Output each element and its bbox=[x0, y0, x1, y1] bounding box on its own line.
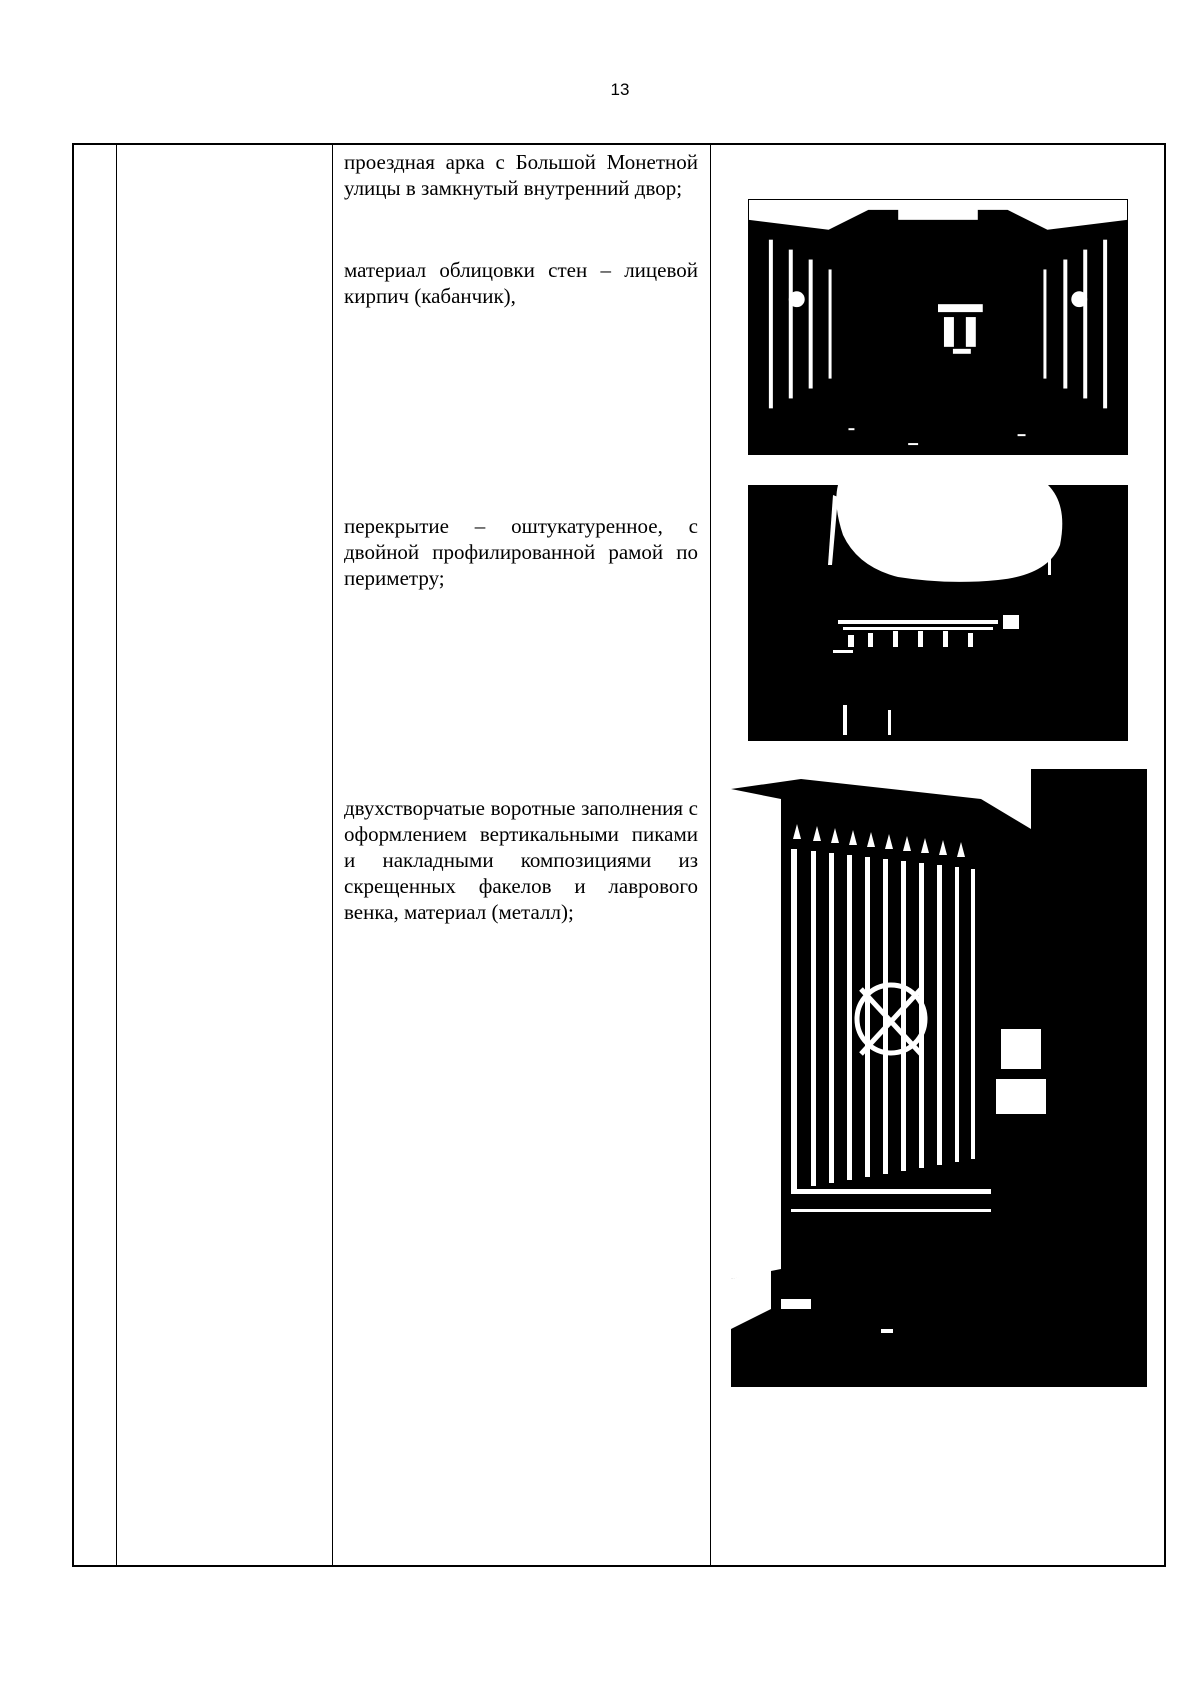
column-divider bbox=[332, 145, 333, 1565]
arch-passage-photo bbox=[748, 199, 1128, 455]
paragraph-ceiling: перекрытие – оштукатуренное, с двойной профилированной рамой по периметру; bbox=[344, 514, 698, 590]
paragraph-wall-material: материал облицовки стен – лицевой кирпич (кабанчик), bbox=[344, 258, 698, 308]
arch-ceiling-photo bbox=[748, 485, 1128, 741]
column-divider bbox=[116, 145, 117, 1565]
paragraph-arch: проездная арка с Большой Монетной улицы в замкнутый внутренний двор; bbox=[344, 150, 698, 200]
page-number: 13 bbox=[610, 80, 630, 99]
column-divider bbox=[710, 145, 711, 1565]
gate-photo bbox=[731, 769, 1147, 1387]
description-table bbox=[72, 143, 1166, 1567]
paragraph-gates: двухстворчатые воротные заполнения с оформлением вертикальными пиками и накладными композициями из скрещенных факелов и лаврового венка, материал (металл); bbox=[344, 796, 698, 924]
